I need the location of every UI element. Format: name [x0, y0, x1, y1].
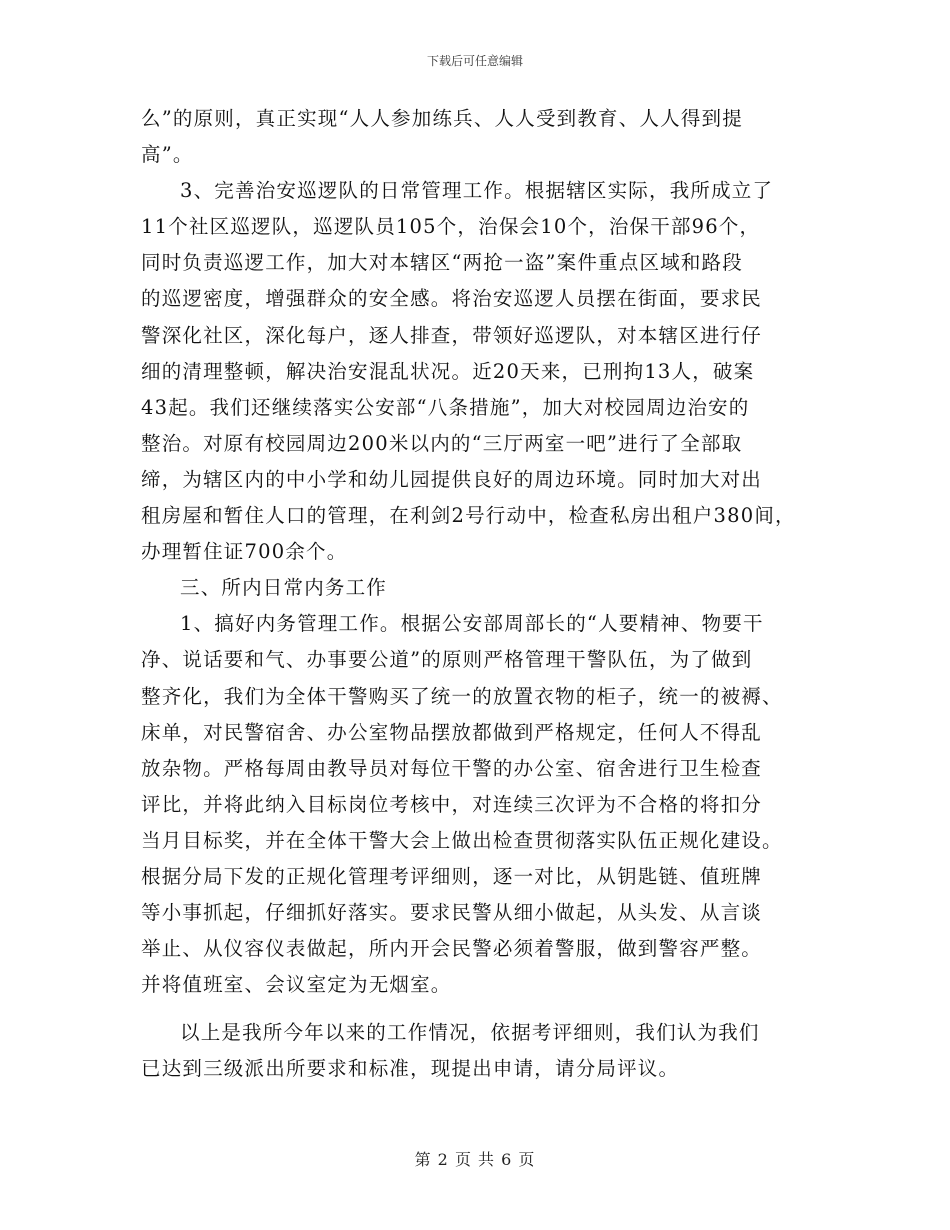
paragraph-line: 放杂物。严格每周由教导员对每位干警的办公室、宿舍进行卫生检查 — [141, 756, 763, 780]
paragraph-line: 床单，对民警宿舍、办公室物品摆放都做到严格规定，任何人不得乱 — [141, 720, 763, 744]
section-heading: 三、所内日常内务工作 — [180, 576, 388, 600]
paragraph-line: 警深化社区，深化每户，逐人排查，带领好巡逻队，对本辖区进行仔 — [141, 323, 763, 347]
paragraph-line: 并将值班室、会议室定为无烟室。 — [141, 973, 452, 997]
paragraph-line: 租房屋和暂住人口的管理，在利剑2号行动中，检查私房出租户380间， — [141, 504, 796, 528]
paragraph-line: 举止、从仪容仪表做起，所内开会民警必须着警服，做到警容严整。 — [141, 937, 763, 961]
paragraph-line: 根据分局下发的正规化管理考评细则，逐一对比，从钥匙链、值班牌 — [141, 864, 763, 888]
paragraph-gap — [141, 1003, 811, 1015]
paragraph-line: 等小事抓起，仔细抓好落实。要求民警从细小做起，从头发、从言谈 — [141, 901, 763, 925]
paragraph-line: 净、说话要和气、办事要公道”的原则严格管理干警队伍，为了做到 — [141, 648, 753, 672]
document-body — [141, 101, 811, 1088]
paragraph-line: 同时负责巡逻工作，加大对本辖区“两抢一盗”案件重点区域和路段 — [141, 251, 743, 275]
paragraph-line: 缔，为辖区内的中小学和幼儿园提供良好的周边环境。同时加大对出 — [141, 467, 763, 491]
paragraph-line: 已达到三级派出所要求和标准，现提出申请，请分局评议。 — [141, 1057, 680, 1081]
paragraph-line: 细的清理整顿，解决治安混乱状况。近20天来，已刑拘13人，破案 — [141, 359, 755, 383]
paragraph-line: 当月目标奖，并在全体干警大会上做出检查贯彻落实队伍正规化建设。 — [141, 828, 783, 852]
paragraph-line: 评比，并将此纳入目标岗位考核中，对连续三次评为不合格的将扣分 — [141, 792, 763, 816]
paragraph-line: 办理暂住证700余个。 — [141, 540, 348, 564]
paragraph-line: 整治。对原有校园周边200米以内的“三厅两室一吧”进行了全部取 — [141, 431, 743, 455]
paragraph-line: 11个社区巡逻队，巡逻队员105个，治保会10个，治保干部96个， — [141, 215, 761, 239]
page-number-footer: 第 2 页 共 6 页 — [414, 1150, 536, 1169]
page-header: 下载后可任意编辑 — [426, 54, 523, 68]
paragraph-line: 1、搞好内务管理工作。根据公安部周部长的“人要精神、物要干 — [180, 612, 764, 636]
paragraph-line: 43起。我们还继续落实公安部“八条措施”，加大对校园周边治安的 — [141, 395, 750, 419]
paragraph-line: 以上是我所今年以来的工作情况，依据考评细则，我们认为我们 — [180, 1021, 760, 1045]
paragraph-line: 么”的原则，真正实现“人人参加练兵、人人受到教育、人人得到提 — [141, 107, 743, 130]
paragraph-line: 的巡逻密度，增强群众的安全感。将治安巡逻人员摆在街面，要求民 — [141, 287, 763, 311]
paragraph-line: 整齐化，我们为全体干警购买了统一的放置衣物的柜子，统一的被褥、 — [141, 684, 783, 708]
paragraph-line: 3、完善治安巡逻队的日常管理工作。根据辖区实际，我所成立了 — [180, 179, 774, 203]
paragraph-line: 高”。 — [141, 143, 194, 167]
